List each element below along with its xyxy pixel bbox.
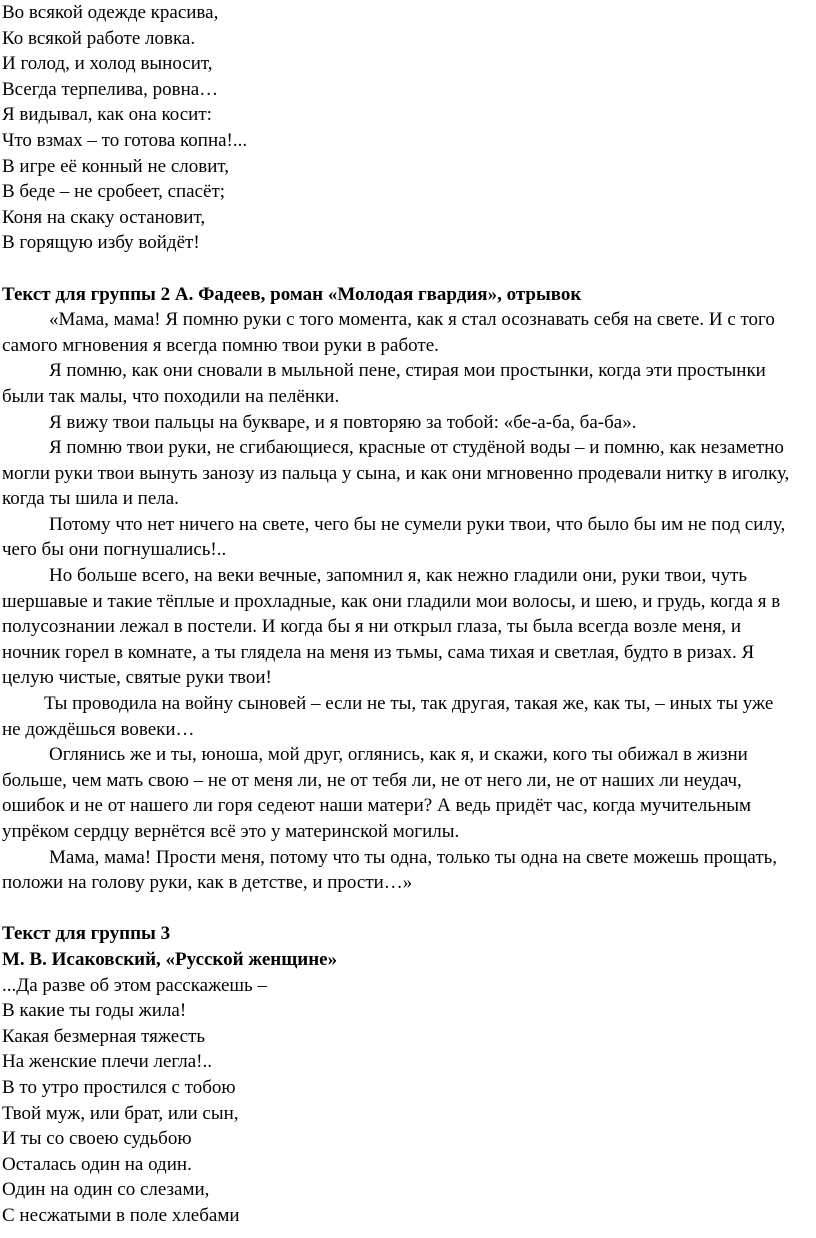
prose-line: «Мама, мама! Я помню руки с того момента, как я стал осознавать себя на свете. И с того xyxy=(49,309,775,331)
prose-line: упрёком сердцу вернётся всё это у материнской могилы. xyxy=(2,821,460,842)
prose-line: Я помню, как они сновали в мыльной пене, стирая мои простынки, когда эти простынки xyxy=(49,360,766,382)
poem-line: Твой муж, или брат, или сын, xyxy=(2,1102,239,1124)
prose-line: полусознании лежал в постели. И когда бы я ни открыл глаза, ты была всегда возле меня, и xyxy=(2,616,742,638)
poem-line: С несжатыми в поле хлебами xyxy=(2,1204,240,1226)
prose-line: Я помню твои руки, не сгибающиеся, красные от студёной воды – и помню, как незаметно xyxy=(49,437,784,459)
poem-line: Что взмах – то готова копна!... xyxy=(2,129,248,151)
poem-line: И голод, и холод выносит, xyxy=(2,53,213,75)
poem-line: В беде – не сробеет, спасёт; xyxy=(2,181,226,203)
poem-line: Я видывал, как она косит: xyxy=(2,104,212,126)
prose-line: целую чистые, святые руки твои! xyxy=(2,667,272,689)
prose-line: ночник горел в комнате, а ты глядела на меня из тьмы, сама тихая и светлая, будто в ризах. Я xyxy=(2,641,755,663)
poem-line: Какая безмерная тяжесть xyxy=(2,1025,206,1047)
poem-line: ...Да разве об этом расскажешь – xyxy=(2,974,267,996)
group-2-section xyxy=(2,282,814,896)
poem-line: Один на один со слезами, xyxy=(2,1179,210,1201)
prose-line: были так малы, что походили на пелёнки. xyxy=(2,385,340,407)
poem-line: В какие ты годы жила! xyxy=(2,1000,187,1022)
prose-line: Мама, мама! Прости меня, потому что ты одна, только ты одна на свете можешь прощать, xyxy=(49,846,778,868)
prose-line: когда ты шила и пела. xyxy=(2,488,179,510)
prose-line: чего бы они погнушались!.. xyxy=(2,539,227,561)
prose-line: не дождёшься вовеки… xyxy=(2,718,195,740)
poem-line: Коня на скаку остановит, xyxy=(2,206,206,228)
prose-line: Оглянись же и ты, юноша, мой друг, оглянись, как я, и скажи, кого ты обижал в жизни xyxy=(49,744,748,766)
poem-line: В то утро простился с тобою xyxy=(2,1076,236,1098)
prose-line: могли руки твои вынуть занозу из пальца у сына, и как они мгновенно продевали нитку в иголку, xyxy=(2,462,790,484)
prose-line: ошибок и не от нашего ли горя седеют наши матери? А ведь придёт час, когда мучительным xyxy=(2,795,752,817)
group-2-heading: Текст для группы 2 А. Фадеев, роман «Молодая гвардия», отрывок xyxy=(2,283,582,305)
poem-line: На женские плечи легла!.. xyxy=(2,1051,212,1073)
poem-line: Осталась один на один. xyxy=(2,1153,192,1175)
prose-line: положи на голову руки, как в детстве, и прости…» xyxy=(2,872,413,894)
poem-line: В игре её конный не словит, xyxy=(2,155,229,177)
prose-line: Ты проводила на войну сыновей – если не ты, так другая, такая же, как ты, – иных ты уже xyxy=(44,693,774,715)
prose-line: шершавые и такие тёплые и прохладные, как они гладили мои волосы, и шею, и грудь, когда я в xyxy=(2,590,781,612)
poem-line: И ты со своею судьбою xyxy=(2,1128,192,1150)
poem-line: Ко всякой работе ловка. xyxy=(2,27,196,49)
poem-line: В горящую избу войдёт! xyxy=(2,232,200,254)
prose-line: Потому что нет ничего на свете, чего бы не сумели руки твои, что было бы им не под силу, xyxy=(49,513,786,535)
prose-line: Я вижу твои пальцы на букваре, и я повторяю за тобой: «бе-а-ба, ба-ба». xyxy=(49,411,637,433)
prose-line: больше, чем мать свою – не от меня ли, не от тебя ли, не от него ли, не от наших ли неудач, xyxy=(2,769,742,791)
poem-line: Во всякой одежде красива, xyxy=(2,2,219,23)
blank-line xyxy=(2,256,814,282)
prose-line: Но больше всего, на веки вечные, запомнил я, как нежно гладили они, руки твои, чуть xyxy=(49,565,748,587)
prose-line: самого мгновения я всегда помню твои руки в работе. xyxy=(2,334,439,356)
group-3-heading: Текст для группы 3 xyxy=(2,923,171,945)
poem-fragment-1 xyxy=(2,0,814,256)
group-3-section xyxy=(2,921,814,1228)
blank-line xyxy=(2,896,814,922)
group-3-subheading: М. В. Исаковский, «Русской женщине» xyxy=(2,948,338,970)
document-page xyxy=(2,0,814,1229)
poem-line: Всегда терпелива, ровна… xyxy=(2,78,219,100)
